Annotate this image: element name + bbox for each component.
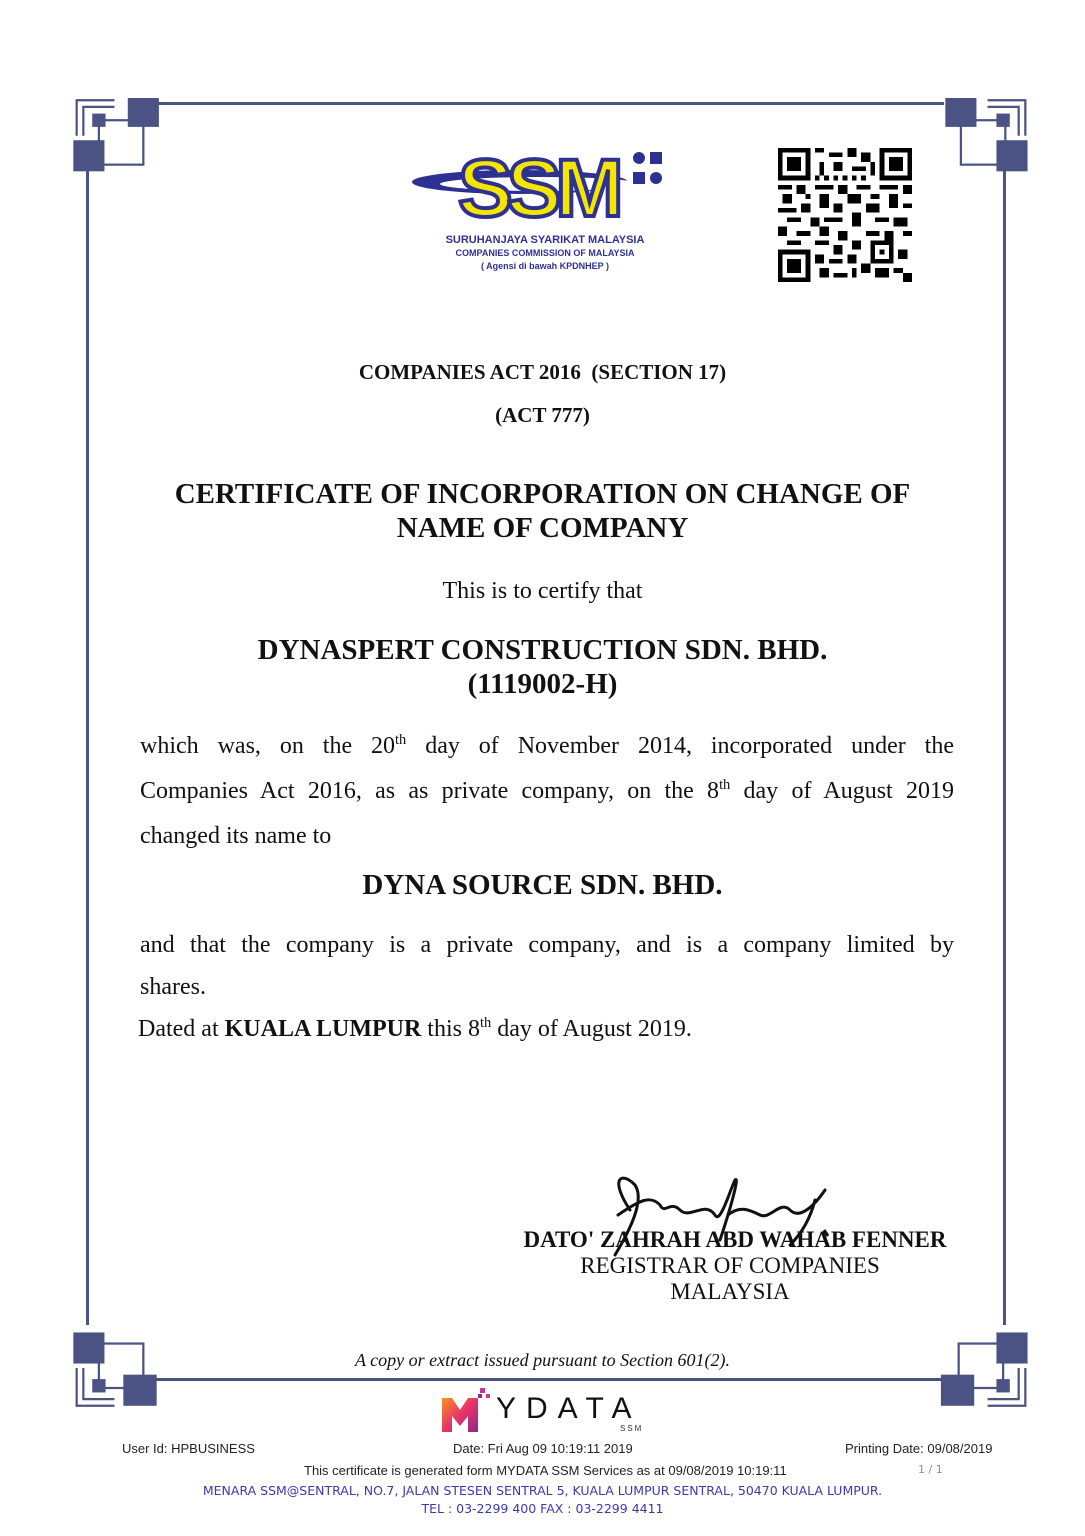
frame-top	[148, 102, 944, 105]
print-datetime: Date: Fri Aug 09 10:19:11 2019	[453, 1441, 633, 1456]
corner-ornament-top-right	[932, 88, 1032, 188]
body-line-5: shares.	[140, 974, 206, 1000]
mydata-text: YDATA	[496, 1392, 642, 1425]
body-line-1: which was, on the 20th day of November 2014, incorporated under the	[140, 732, 954, 759]
frame-bottom	[148, 1378, 944, 1381]
certificate-title-line1: CERTIFICATE OF INCORPORATION ON CHANGE OF	[174, 478, 911, 510]
ssm-name-english: COMPANIES COMMISSION OF MALAYSIA	[455, 248, 635, 258]
contact-info: TEL : 03-2299 400 FAX : 03-2299 4411	[421, 1501, 664, 1516]
certificate-title-line2: NAME OF COMPANY	[396, 512, 689, 544]
body-line-2: Companies Act 2016, as as private company, on the 8th day of August 2019	[140, 777, 954, 804]
old-company-name: DYNASPERT CONSTRUCTION SDN. BHD.	[257, 634, 828, 666]
ssm-logo	[410, 138, 680, 278]
certify-text: This is to certify that	[442, 578, 643, 604]
address: MENARA SSM@SENTRAL, NO.7, JALAN STESEN SENTRAL 5, KUALA LUMPUR SENTRAL, 50470 KUALA LUMPUR.	[202, 1483, 883, 1498]
mydata-logo-icon	[440, 1386, 490, 1436]
old-company-number: (1119002-H)	[467, 668, 618, 700]
frame-left	[86, 160, 89, 1325]
copy-note: A copy or extract issued pursuant to Section 601(2).	[354, 1350, 731, 1370]
signatory-title: REGISTRAR OF COMPANIES	[580, 1253, 880, 1278]
mydata-logo	[440, 1382, 650, 1438]
svg-text:SSM: SSM	[458, 143, 618, 230]
user-id: User Id: HPBUSINESS	[122, 1441, 255, 1456]
dated-line: Dated at KUALA LUMPUR this 8th day of August 2019.	[138, 1015, 692, 1042]
ssm-logo-icon	[410, 138, 680, 230]
dated-place: KUALA LUMPUR	[224, 1016, 422, 1042]
ssm-name-malay: SURUHANJAYA SYARIKAT MALAYSIA	[445, 234, 645, 246]
mydata-sub: SSM	[620, 1424, 644, 1433]
act-line: COMPANIES ACT 2016 (SECTION 17)	[358, 360, 727, 384]
new-company-name: DYNA SOURCE SDN. BHD.	[362, 869, 723, 901]
act-number: (ACT 777)	[495, 403, 590, 427]
frame-right	[1003, 160, 1006, 1325]
printing-date: Printing Date: 09/08/2019	[845, 1441, 993, 1456]
signatory-country: MALAYSIA	[670, 1279, 790, 1304]
generated-note: This certificate is generated form MYDATA SSM Services as at 09/08/2019 10:19:11	[304, 1463, 787, 1478]
corner-ornament-top-left	[70, 88, 170, 188]
page-number: 1 / 1	[918, 1463, 943, 1476]
signatory-name: DATO' ZAHRAH ABD WAHAB FENNER	[523, 1227, 947, 1252]
body-line-4: and that the company is a private company, and is a company limited by	[140, 932, 954, 958]
qr-code	[776, 148, 914, 282]
body-line-3: changed its name to	[140, 823, 332, 849]
ssm-agency-note: ( Agensi di bawah KPDNHEP )	[480, 261, 610, 271]
